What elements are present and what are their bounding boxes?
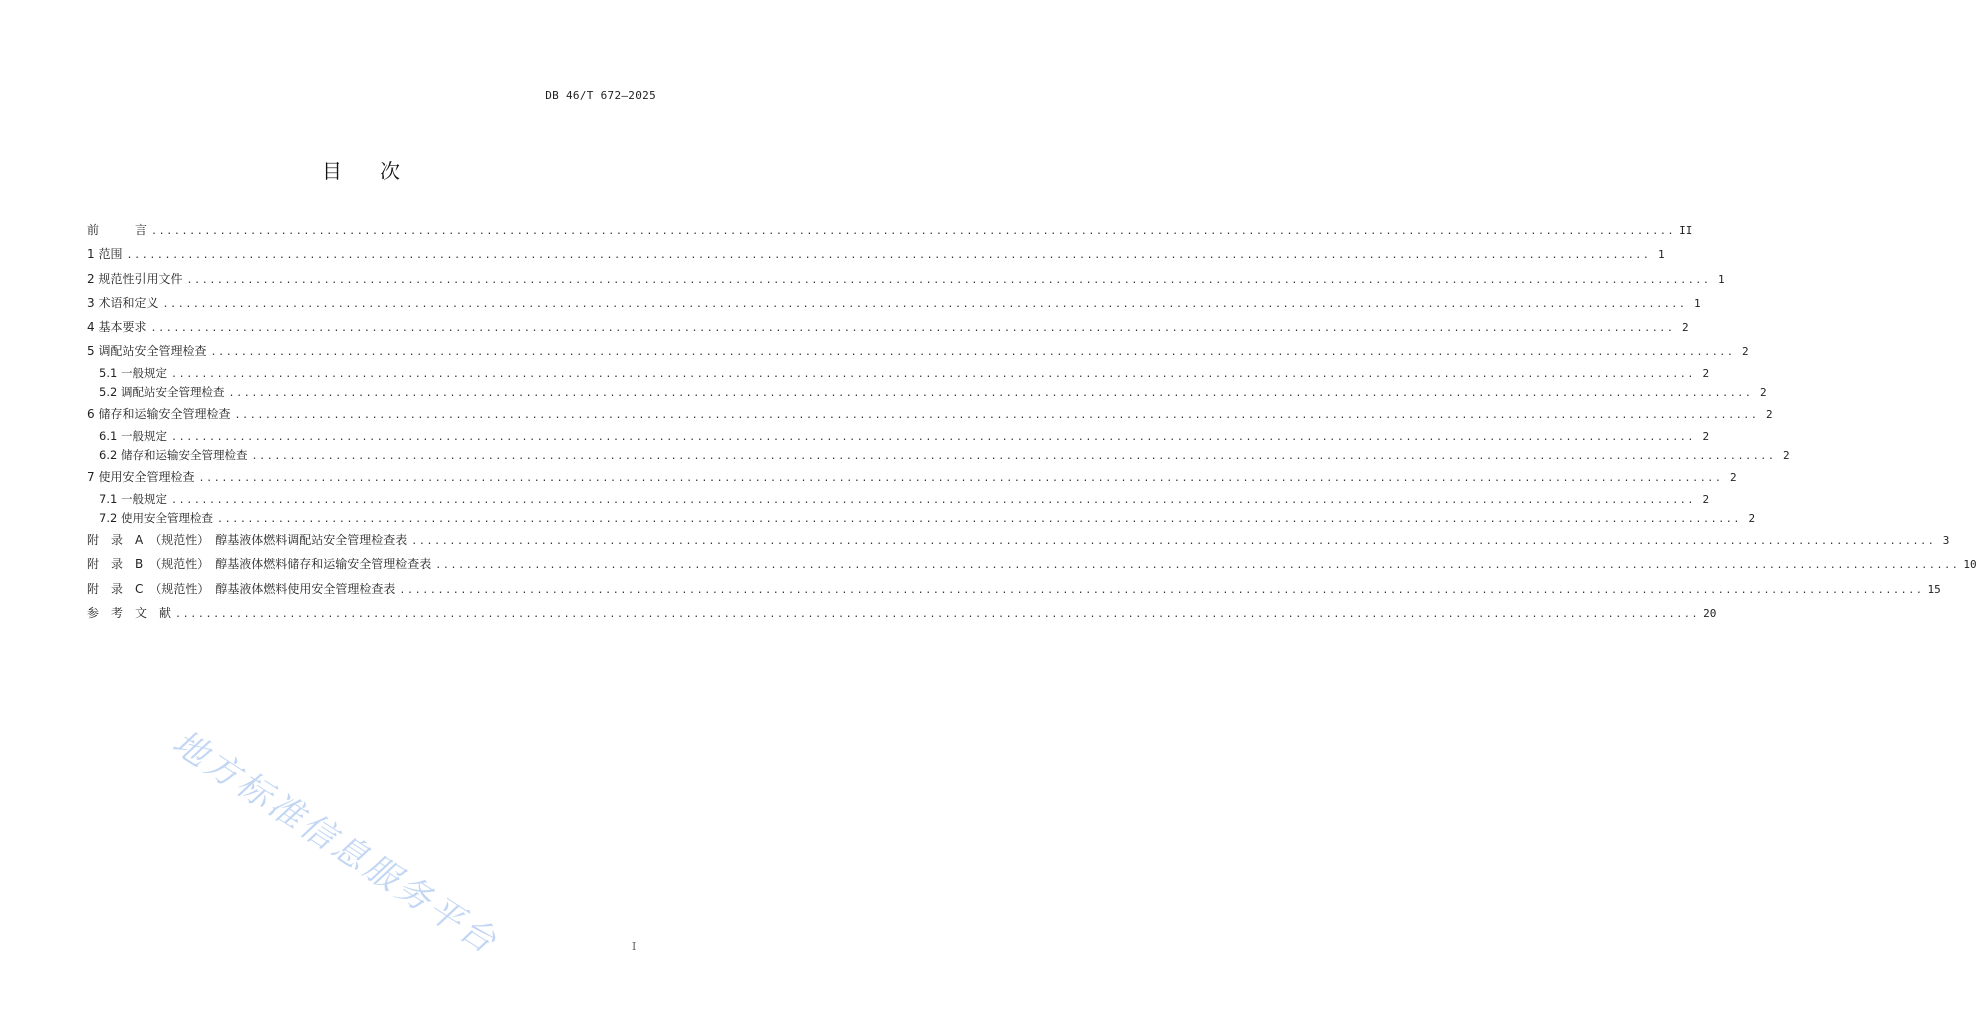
- toc-entry-label: 5.1 一般规定: [99, 365, 167, 380]
- dot-leader: ........................................................................................................................................................................................................: [399, 584, 1924, 596]
- watermark: 地方标准信息服务平台: [165, 722, 506, 964]
- toc-entry-label: 7 使用安全管理检查: [87, 470, 195, 485]
- toc-entry[interactable]: [87, 465, 1737, 489]
- toc-entry-page: 2: [1729, 471, 1737, 485]
- toc-entry[interactable]: [87, 427, 1710, 446]
- toc-entry-page: 15: [1927, 582, 1941, 596]
- dot-leader: ........................................................................................................................................................................................................: [234, 410, 1759, 422]
- page-number: I: [632, 940, 637, 953]
- dot-leader: ........................................................................................................................................................................................................: [170, 368, 1696, 380]
- title-char-1: 目: [322, 159, 344, 183]
- toc-entry-label: 5 调配站安全管理检查: [87, 344, 207, 359]
- toc-entry-label: 3 术语和定义: [87, 295, 159, 310]
- dot-leader: ........................................................................................................................................................................................................: [175, 609, 1700, 621]
- toc-entry[interactable]: [87, 552, 1977, 576]
- toc-entry[interactable]: [87, 291, 1701, 315]
- dot-leader: ........................................................................................................................................................................................................: [126, 250, 1651, 262]
- toc-entry-label: 附 录 B （规范性） 醇基液体燃料储存和运输安全管理检查表: [87, 557, 432, 572]
- toc-entry[interactable]: [87, 364, 1710, 383]
- toc-entry-label: 7.1 一般规定: [99, 491, 167, 506]
- toc-entry[interactable]: [87, 383, 1767, 402]
- dot-leader: ........................................................................................................................................................................................................: [411, 536, 1936, 548]
- toc-entry[interactable]: [87, 446, 1790, 465]
- dot-leader: ........................................................................................................................................................................................................: [228, 388, 1753, 400]
- toc-entry-page: 2: [1702, 429, 1710, 443]
- toc-entry-page: 2: [1748, 511, 1756, 525]
- toc-entry-label: 7.2 使用安全管理检查: [99, 510, 213, 525]
- toc-entry-label: 1 范围: [87, 247, 123, 262]
- toc-entry-page: 2: [1741, 345, 1749, 359]
- toc-entry-label: 2 规范性引用文件: [87, 271, 183, 286]
- toc-entry[interactable]: [87, 267, 1725, 291]
- toc-entry[interactable]: [87, 490, 1710, 509]
- toc-entry-label: 6 储存和运输安全管理检查: [87, 407, 231, 422]
- dot-leader: ........................................................................................................................................................................................................: [170, 494, 1696, 506]
- toc-entry-label: 6.1 一般规定: [99, 428, 167, 443]
- toc-entry-page: 3: [1942, 534, 1950, 548]
- dot-leader: ........................................................................................................................................................................................................: [151, 226, 1676, 237]
- toc-entry-page: 2: [1765, 408, 1773, 422]
- toc-entry[interactable]: [87, 528, 1950, 552]
- toc-entry-page: II: [1679, 224, 1693, 237]
- dot-leader: ........................................................................................................................................................................................................: [216, 513, 1742, 525]
- toc-entry-label: 附 录 C （规范性） 醇基液体燃料使用安全管理检查表: [87, 581, 396, 596]
- page-title: [0, 155, 724, 184]
- toc-entry-label: 6.2 储存和运输安全管理检查: [99, 447, 248, 462]
- toc-entry-label: 附 录 A （规范性） 醇基液体燃料调配站安全管理检查表: [87, 533, 408, 548]
- toc-entry-page: 20: [1703, 607, 1717, 621]
- toc-entry-page: 2: [1782, 448, 1790, 462]
- toc-entry-label: 前 言: [87, 223, 148, 237]
- toc-entry[interactable]: [87, 402, 1773, 426]
- document-number: DB 46/T 672—2025: [545, 89, 656, 102]
- table-of-contents: [87, 218, 1977, 625]
- toc-entry-label: 4 基本要求: [87, 320, 147, 335]
- dot-leader: ........................................................................................................................................................................................................: [198, 473, 1723, 485]
- dot-leader: ........................................................................................................................................................................................................: [186, 274, 1711, 286]
- toc-entry-page: 2: [1759, 386, 1767, 400]
- toc-entry[interactable]: [87, 577, 1941, 601]
- toc-entry[interactable]: [87, 339, 1749, 363]
- toc-entry[interactable]: [87, 218, 1693, 242]
- toc-entry[interactable]: [87, 315, 1689, 339]
- toc-entry-page: 1: [1717, 272, 1725, 286]
- toc-entry-page: 1: [1693, 296, 1701, 310]
- dot-leader: ........................................................................................................................................................................................................: [210, 347, 1735, 359]
- toc-entry-label: 5.2 调配站安全管理检查: [99, 385, 225, 400]
- dot-leader: ........................................................................................................................................................................................................: [162, 298, 1687, 310]
- dot-leader: ........................................................................................................................................................................................................: [251, 450, 1776, 462]
- dot-leader: ........................................................................................................................................................................................................: [150, 323, 1675, 335]
- toc-entry-label: 参 考 文 献: [87, 606, 172, 621]
- toc-entry[interactable]: [87, 601, 1717, 625]
- toc-entry[interactable]: [87, 242, 1665, 266]
- dot-leader: ........................................................................................................................................................................................................: [170, 431, 1696, 443]
- dot-leader: ........................................................................................................................................................................................................: [435, 560, 1960, 572]
- toc-entry-page: 2: [1702, 366, 1710, 380]
- toc-entry-page: 10: [1963, 558, 1977, 572]
- toc-entry[interactable]: [87, 509, 1756, 528]
- toc-entry-page: 2: [1702, 492, 1710, 506]
- toc-entry-page: 1: [1657, 248, 1665, 262]
- title-char-2: 次: [380, 159, 402, 183]
- toc-entry-page: 2: [1681, 321, 1689, 335]
